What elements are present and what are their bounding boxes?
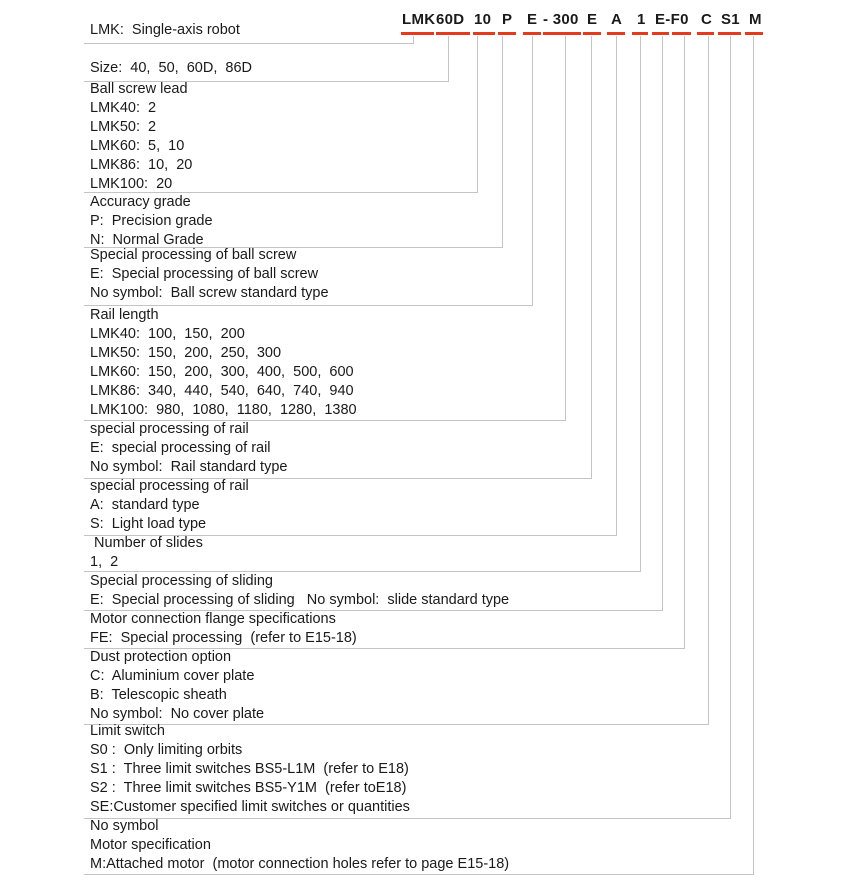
spec-block xyxy=(90,21,240,40)
spec-line: No symbol: Rail standard type xyxy=(90,459,288,475)
model-code-segment: A xyxy=(611,11,623,28)
connector-vertical-line xyxy=(684,36,685,649)
connector-vertical-line xyxy=(448,36,449,82)
code-underline-dash xyxy=(583,32,601,35)
model-code-segment: - 300 xyxy=(543,11,579,28)
code-underline-dash xyxy=(401,32,434,35)
spec-line: Limit switch xyxy=(90,723,165,739)
code-underline-dash xyxy=(498,32,516,35)
spec-block xyxy=(90,817,509,874)
spec-line: LMK40: 100, 150, 200 xyxy=(90,326,245,342)
spec-block xyxy=(90,420,287,477)
spec-block xyxy=(90,722,410,817)
connector-vertical-line xyxy=(477,36,478,193)
spec-line: No symbol xyxy=(90,818,159,834)
spec-block xyxy=(90,572,509,610)
code-underline-dash xyxy=(652,32,669,35)
spec-line: Special processing of sliding xyxy=(90,573,273,589)
model-code-segment: P xyxy=(502,11,513,28)
spec-line: P: Precision grade xyxy=(90,213,213,229)
connector-vertical-line xyxy=(532,36,533,306)
model-code-segment: E xyxy=(587,11,598,28)
model-code-segment: 10 xyxy=(474,11,492,28)
connector-vertical-line xyxy=(502,36,503,248)
spec-line: LMK: Single-axis robot xyxy=(90,22,240,38)
connector-vertical-line xyxy=(565,36,566,421)
spec-line: Motor specification xyxy=(90,837,211,853)
spec-line: B: Telescopic sheath xyxy=(90,687,227,703)
connector-vertical-line xyxy=(730,36,731,819)
model-code-segment: M xyxy=(749,11,762,28)
code-underline-dash xyxy=(718,32,741,35)
spec-line: Special processing of ball screw xyxy=(90,247,297,263)
spec-block xyxy=(90,246,329,303)
model-code-segment: C xyxy=(701,11,713,28)
model-code-segment: 60D xyxy=(436,11,465,28)
spec-line: No symbol: No cover plate xyxy=(90,706,265,722)
spec-line: A: standard type xyxy=(90,497,200,513)
spec-line: Number of slides xyxy=(90,535,203,551)
code-underline-dash xyxy=(697,32,714,35)
model-code-segment: 1 xyxy=(637,11,646,28)
spec-block xyxy=(90,477,249,534)
spec-block xyxy=(90,193,213,250)
spec-line: Motor connection flange specifications xyxy=(90,611,336,627)
spec-line: Size: 40, 50, 60D, 86D xyxy=(90,60,253,76)
connector-vertical-line xyxy=(591,36,592,479)
code-underline-dash xyxy=(473,32,495,35)
spec-line: LMK40: 2 xyxy=(90,100,157,116)
spec-line: LMK60: 5, 10 xyxy=(90,138,185,154)
spec-line: Ball screw lead xyxy=(90,81,188,97)
spec-line: 1, 2 xyxy=(90,554,119,570)
spec-line: M:Attached motor (motor connection holes refer to page E15-18) xyxy=(90,856,510,872)
spec-line: E: special processing of rail xyxy=(90,440,271,456)
spec-block xyxy=(90,306,357,420)
spec-line: N: Normal Grade xyxy=(90,232,204,248)
connector-horizontal-line xyxy=(84,43,414,44)
spec-line: SE:Customer specified limit switches or quantities xyxy=(90,799,410,815)
code-underline-dash xyxy=(436,32,470,35)
code-underline-dash xyxy=(543,32,581,35)
model-code-segment: E-F0 xyxy=(655,11,689,28)
spec-block xyxy=(90,80,192,194)
spec-block xyxy=(90,59,252,78)
connector-vertical-line xyxy=(753,36,754,875)
spec-line: S: Light load type xyxy=(90,516,207,532)
spec-line: LMK50: 2 xyxy=(90,119,157,135)
spec-line: S0 : Only limiting orbits xyxy=(90,742,243,758)
spec-line: LMK50: 150, 200, 250, 300 xyxy=(90,345,282,361)
model-code-segment: S1 xyxy=(721,11,740,28)
connector-vertical-line xyxy=(662,36,663,611)
spec-line: LMK60: 150, 200, 300, 400, 500, 600 xyxy=(90,364,354,380)
code-underline-dash xyxy=(523,32,541,35)
spec-line: No symbol: Ball screw standard type xyxy=(90,285,329,301)
spec-line: LMK100: 20 xyxy=(90,176,173,192)
connector-vertical-line xyxy=(616,36,617,536)
code-underline-dash xyxy=(745,32,763,35)
spec-line: E: Special processing of ball screw xyxy=(90,266,319,282)
connector-horizontal-line xyxy=(84,874,754,875)
model-code-segment: LMK xyxy=(402,11,436,28)
code-underline-dash xyxy=(632,32,648,35)
spec-line: LMK86: 340, 440, 540, 640, 740, 940 xyxy=(90,383,354,399)
connector-vertical-line xyxy=(640,36,641,572)
code-underline-dash xyxy=(607,32,625,35)
spec-block xyxy=(90,648,264,724)
code-underline-dash xyxy=(672,32,691,35)
spec-line: C: Aluminium cover plate xyxy=(90,668,255,684)
spec-line: Dust protection option xyxy=(90,649,232,665)
spec-block xyxy=(90,534,203,572)
spec-line: special processing of rail xyxy=(90,478,249,494)
spec-block xyxy=(90,610,357,648)
spec-line: S2 : Three limit switches BS5-Y1M (refer toE18) xyxy=(90,780,407,796)
connector-vertical-line xyxy=(708,36,709,725)
spec-line: Accuracy grade xyxy=(90,194,191,210)
spec-line: LMK100: 980, 1080, 1180, 1280, 1380 xyxy=(90,402,357,418)
spec-line: S1 : Three limit switches BS5-L1M (refer to E18) xyxy=(90,761,409,777)
spec-line: Rail length xyxy=(90,307,159,323)
spec-line: LMK86: 10, 20 xyxy=(90,157,193,173)
spec-line: FE: Special processing (refer to E15-18) xyxy=(90,630,357,646)
spec-line: special processing of rail xyxy=(90,421,249,437)
spec-line: E: Special processing of sliding No symbol: slide standard type xyxy=(90,592,510,608)
model-code-segment: E xyxy=(527,11,538,28)
